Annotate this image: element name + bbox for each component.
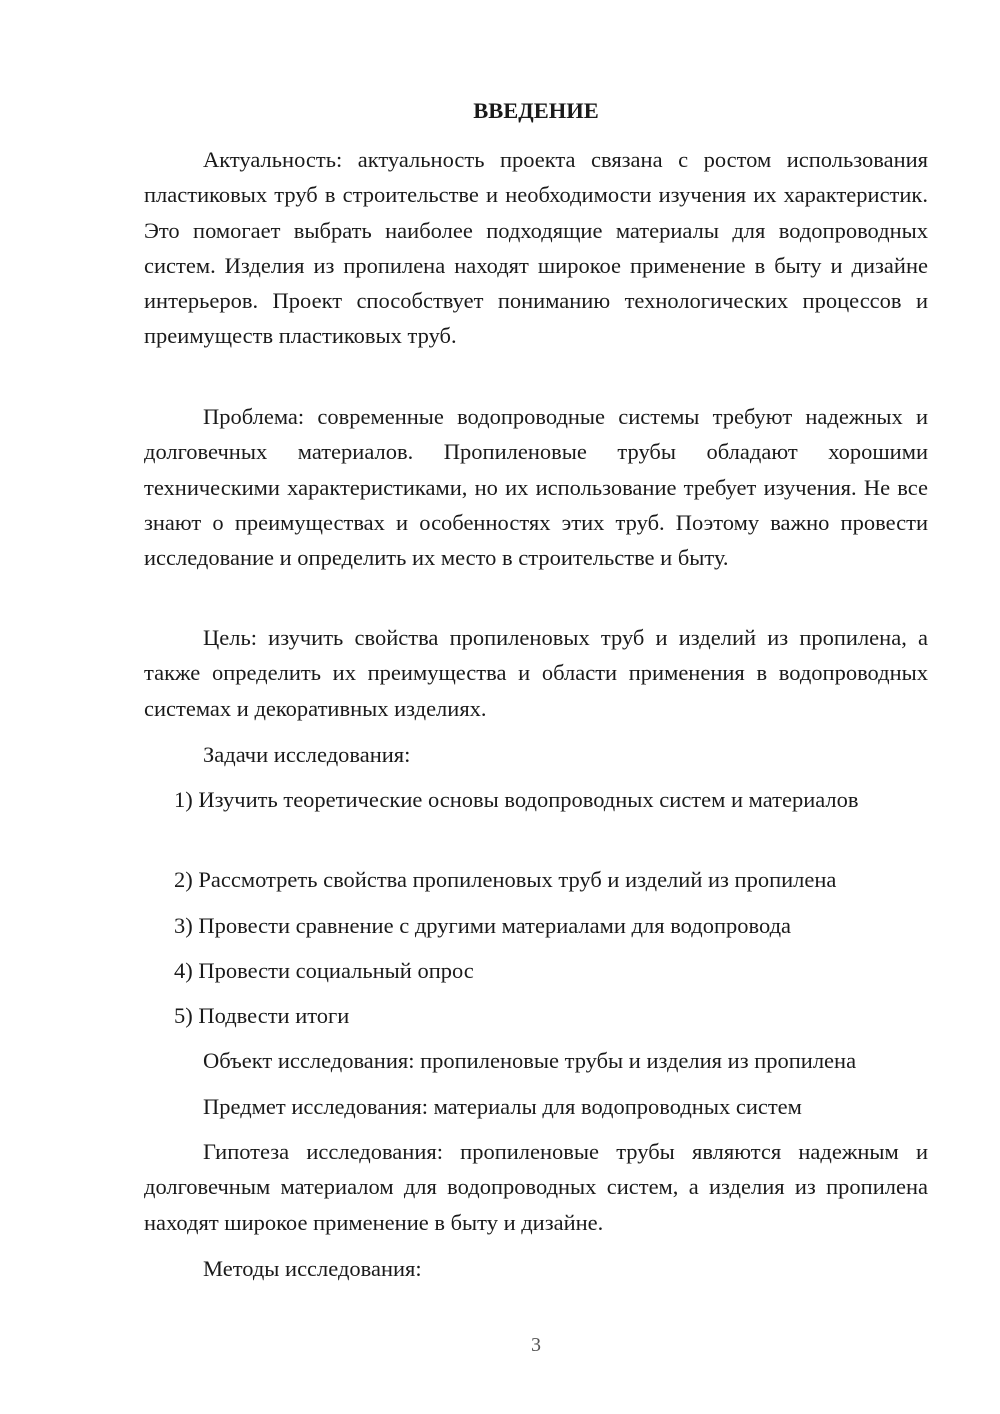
paragraph-goal: Цель: изучить свойства пропиленовых труб и изделий из пропилена, а также определить их преимущества и области применения в водопроводных системах и декоративных изделиях. <box>144 625 928 721</box>
tasks-title: Задачи исследования: <box>203 742 411 767</box>
page-number: 3 <box>531 1334 541 1356</box>
task-item-3: 3) Провести сравнение с другими материалами для водопровода <box>174 913 792 938</box>
paragraph-relevance: Актуальность: актуальность проекта связана с ростом использования пластиковых труб в строительстве и необходимости изучения их характеристик. Это помогает выбрать наиболее подходящие материалы для водопроводных систем. Изделия из пропилена находят широкое применение в быту и дизайне интерьеров. Проект способствует пониманию технологических процессов и преимуществ пластиковых труб. <box>144 147 928 349</box>
task-item-4: 4) Провести социальный опрос <box>174 958 474 983</box>
paragraph-problem: Проблема: современные водопроводные системы требуют надежных и долговечных материалов. Пропиленовые трубы обладают хорошими техническими характеристиками, но их использование требует изучения. Не все знают о преимуществах и особенностях этих труб. Поэтому важно провести исследование и определить их место в строительстве и быту. <box>144 404 928 571</box>
paragraph-object: Объект исследования: пропиленовые трубы и изделия из пропилена <box>203 1048 857 1073</box>
page-title: ВВЕДЕНИЕ <box>473 98 599 123</box>
paragraph-subject: Предмет исследования: материалы для водопроводных систем <box>203 1094 802 1119</box>
task-item-2: 2) Рассмотреть свойства пропиленовых труб и изделий из пропилена <box>174 867 837 892</box>
task-item-1: 1) Изучить теоретические основы водопроводных систем и материалов <box>174 787 859 812</box>
paragraph-methods: Методы исследования: <box>203 1256 422 1281</box>
task-item-5: 5) Подвести итоги <box>174 1003 350 1028</box>
paragraph-hypothesis: Гипотеза исследования: пропиленовые трубы являются надежным и долговечным материалом для водопроводных систем, а изделия из пропилена находят широкое применение в быту и дизайне. <box>144 1139 928 1235</box>
